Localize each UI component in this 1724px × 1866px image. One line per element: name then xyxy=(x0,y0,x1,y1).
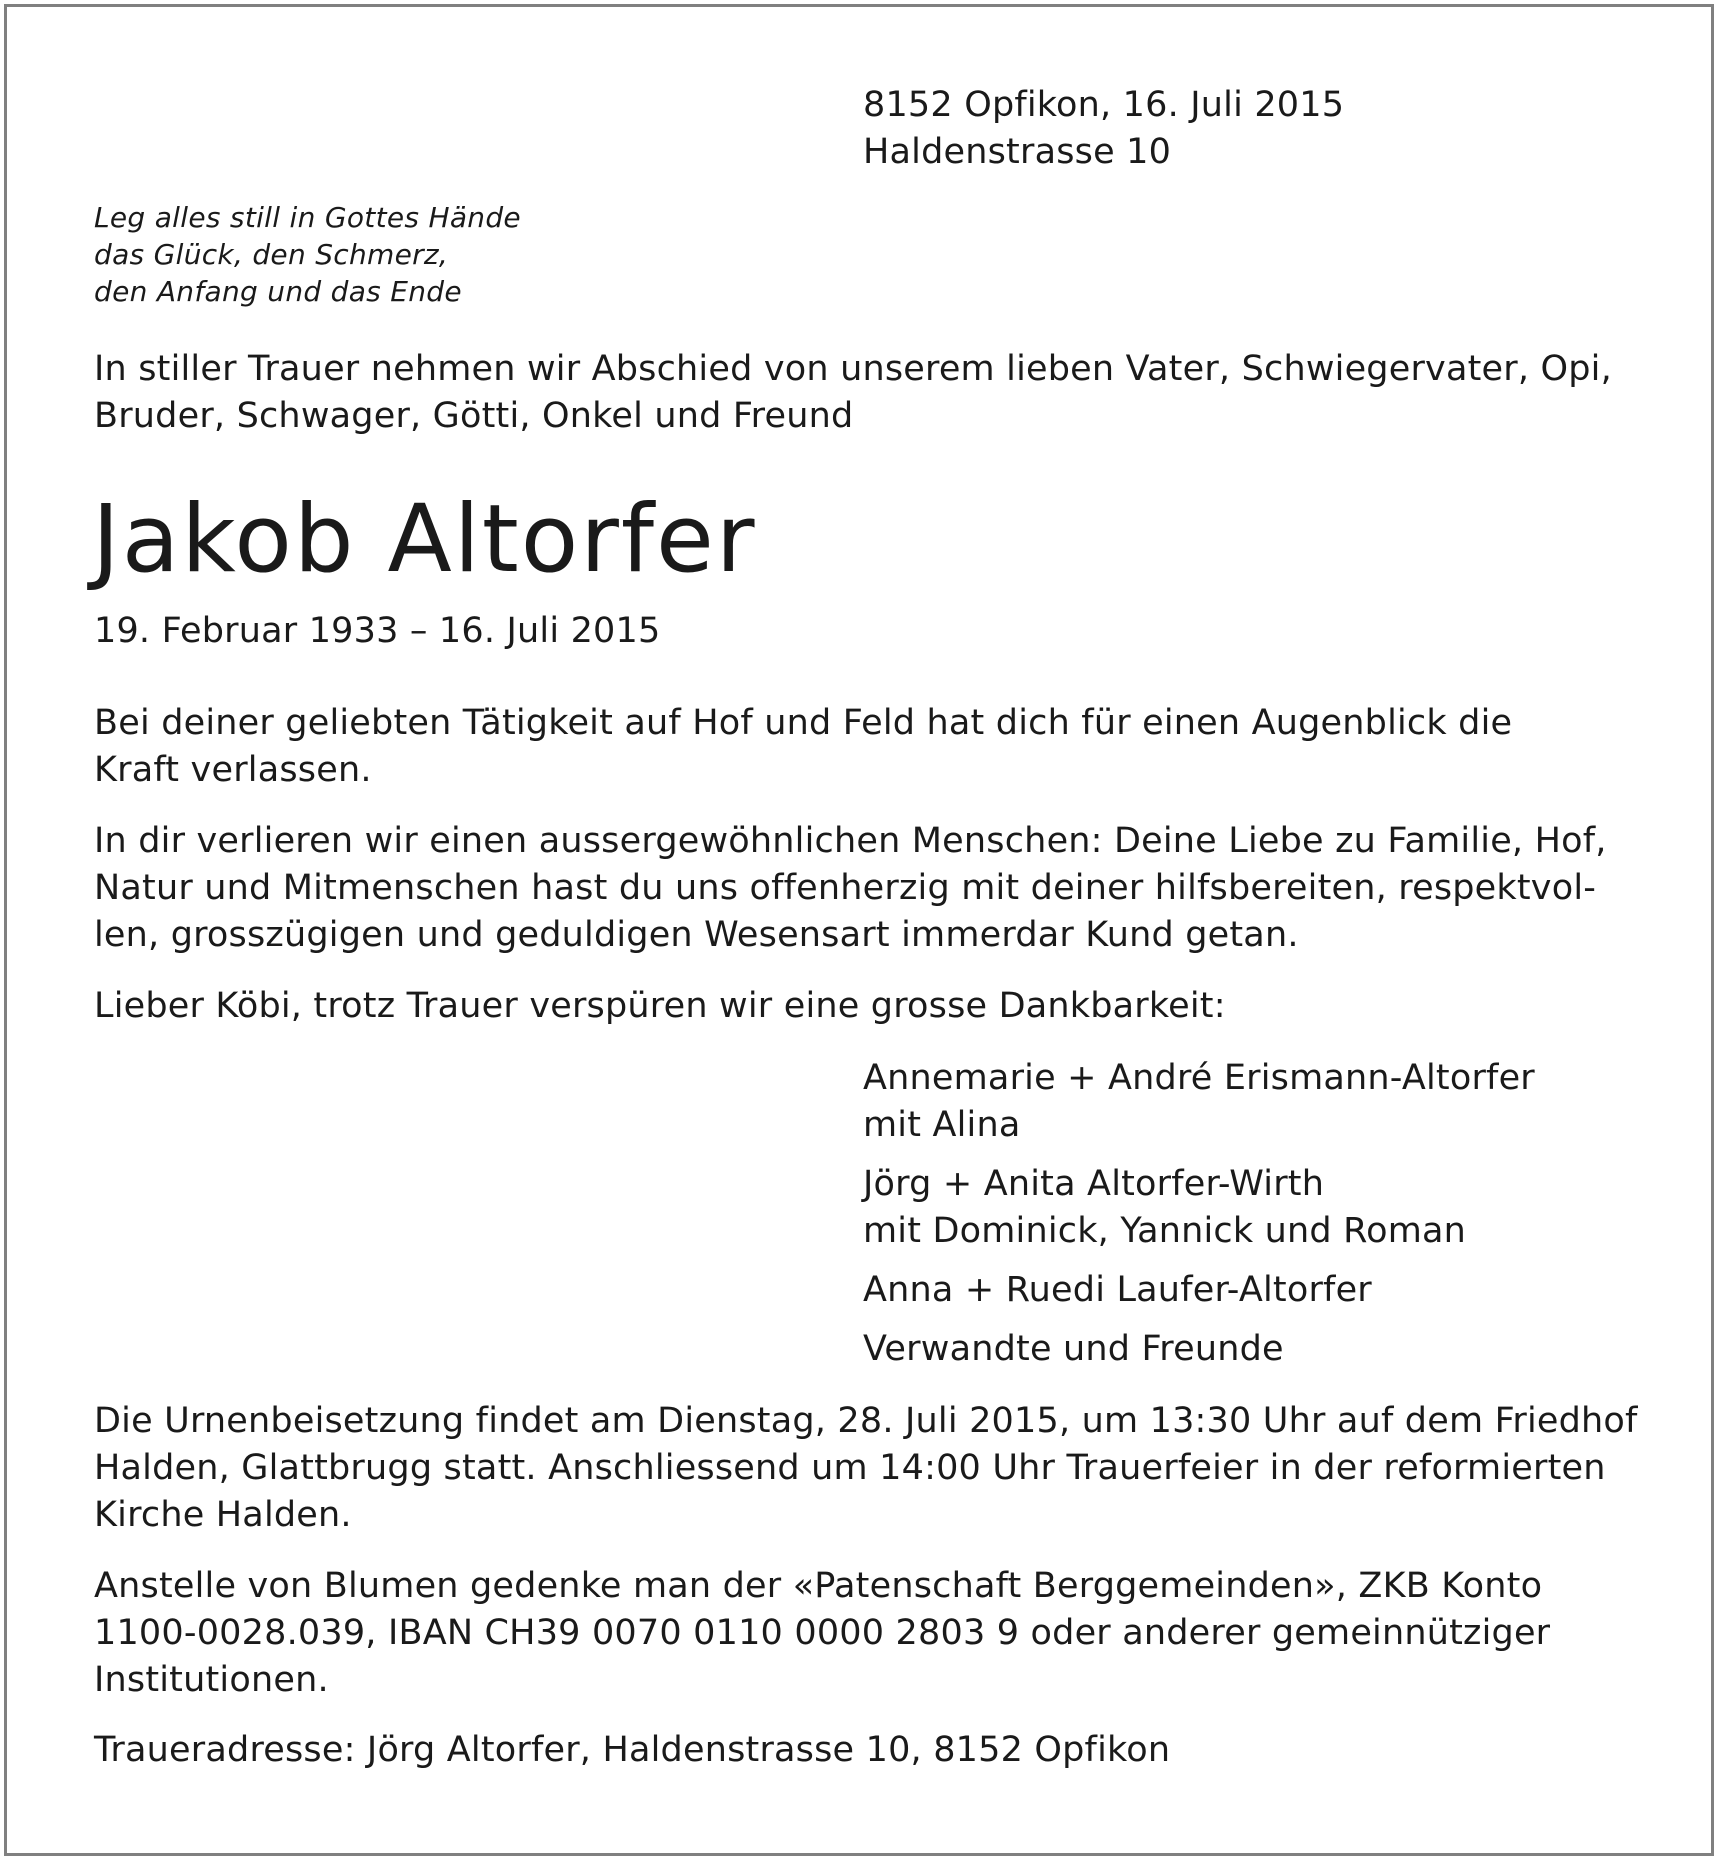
paragraph-funeral: Die Urnenbeisetzung findet am Dienstag, 28. Juli 2015, um 13:30 Uhr auf dem Friedhof Halden, Glattbrugg statt. Anschliessend um 14:00 Uhr Trauerfeier in der reformierten Kirche Halden. xyxy=(94,1401,1638,1535)
paragraph-donation: Anstelle von Blumen gedenke man der «Patenschaft Berggemeinden», ZKB Konto 1100-0028.039, IBAN CH39 0070 0110 0000 2803 9 oder anderer gemeinnütziger Institutionen. xyxy=(94,1566,1551,1700)
paragraph-work: Bei deiner geliebten Tätigkeit auf Hof und Feld hat dich für einen Augenblick die Kraft verlassen. xyxy=(94,703,1513,790)
deceased-name: Jakob Altorfer xyxy=(92,485,757,594)
mourner-group: Annemarie + André Erismann-Altorfer mit Alina xyxy=(863,1058,1535,1145)
mourner-group: Anna + Ruedi Laufer-Altorfer xyxy=(863,1270,1372,1310)
life-dates: 19. Februar 1933 – 16. Juli 2015 xyxy=(94,611,661,651)
place-date: 8152 Opfikon, 16. Juli 2015 xyxy=(863,85,1345,125)
mourner-group: Verwandte und Freunde xyxy=(863,1329,1284,1369)
paragraph-gratitude: Lieber Köbi, trotz Trauer verspüren wir eine grosse Dankbarkeit: xyxy=(94,986,1226,1026)
header-address xyxy=(863,82,1344,176)
paragraph-address: Traueradresse: Jörg Altorfer, Haldenstrasse 10, 8152 Opfikon xyxy=(94,1730,1171,1770)
mourner-group: Jörg + Anita Altorfer-Wirth mit Dominick, Yannick und Roman xyxy=(863,1164,1467,1251)
paragraph-tribute: In dir verlieren wir einen aussergewöhnlichen Menschen: Deine Liebe zu Familie, Hof, Natur und Mitmenschen hast du uns offenherzig mit deiner hilfsbereiten, respektvol- len, grosszügigen und geduldigen Wesensart immerdar Kund getan. xyxy=(94,821,1607,955)
street-address: Haldenstrasse 10 xyxy=(863,132,1172,172)
motto-line: den Anfang und das Ende xyxy=(94,275,462,308)
motto-verse xyxy=(94,199,521,310)
intro-text: In stiller Trauer nehmen wir Abschied von unserem lieben Vater, Schwiegervater, Opi, Bruder, Schwager, Götti, Onkel und Freund xyxy=(94,349,1612,436)
mourners-list xyxy=(863,1055,1535,1385)
motto-line: Leg alles still in Gottes Hände xyxy=(94,201,521,234)
motto-line: das Glück, den Schmerz, xyxy=(94,238,449,271)
